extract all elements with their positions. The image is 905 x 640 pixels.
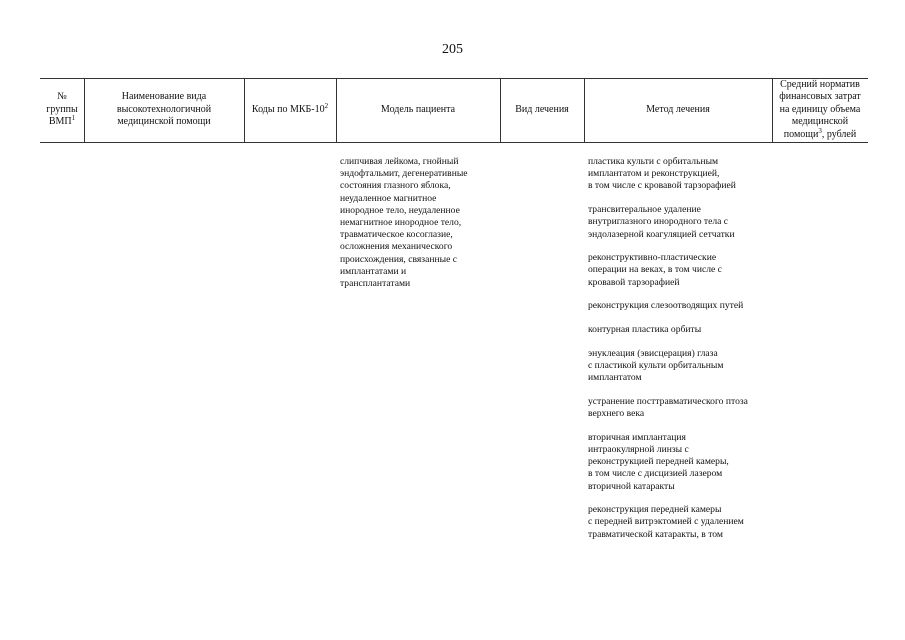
list-item: контурная пластика орбиты bbox=[588, 324, 702, 336]
list-item: пластика культи с орбитальным имплантатом и реконструкцией, в том числе с кровавой тарзорафией bbox=[588, 156, 736, 192]
header-group-number: № группы ВМП$^1$ bbox=[46, 91, 78, 128]
list-item: трансвитеральное удаление внутриглазного инородного тела с эндолазерной коагуляцией сетчатки bbox=[588, 204, 735, 240]
table-header-bottom-rule bbox=[40, 142, 868, 143]
text-line: трансплантатами bbox=[340, 278, 411, 290]
text-line: слипчивая лейкома, гнойный bbox=[340, 156, 459, 167]
header-icd-codes: Коды по МКБ-$10^2$ bbox=[251, 101, 329, 115]
list-item: реконструкция передней камеры с передней витрэктомией с удалением травматической катаракты, в том bbox=[588, 504, 744, 540]
text-line: эндофтальмит, дегенеративные bbox=[340, 168, 468, 180]
text-line: осложнения механического bbox=[340, 241, 453, 253]
text-line: происхождения, связанные с bbox=[340, 253, 457, 265]
text-line: имплантатами и bbox=[340, 265, 407, 277]
header-cost-norm: Средний норматив финансовых затрат на единицу объема медицинской помощи$^3$, рублей bbox=[779, 78, 861, 140]
text-line: инородное тело, неудаленное bbox=[340, 204, 460, 216]
text-line: состояния глазного яблока, bbox=[340, 180, 451, 192]
patient-model-cell bbox=[340, 156, 505, 290]
list-item: вторичная имплантация интраокулярной линзы с реконструкцией передней камеры, в том числе с дисцизией лазером вторичной катаракты bbox=[588, 431, 729, 492]
treatment-method-cell bbox=[588, 156, 788, 552]
list-item: энуклеация (эвисцерация) глаза с пластикой культи орбитальным имплантатом bbox=[588, 347, 724, 384]
header-patient-model: Модель пациента bbox=[380, 103, 456, 115]
header-care-type-name: Наименование вида высокотехнологичной медицинской помощи bbox=[116, 91, 212, 128]
list-item: реконструкция слезоотводящих путей bbox=[588, 300, 744, 312]
header-treatment-type: Вид лечения bbox=[515, 103, 569, 115]
header-treatment-method: Метод лечения bbox=[646, 103, 710, 115]
list-item: реконструктивно-пластические операции на веках, в том числе с кровавой тарзорафией bbox=[588, 252, 722, 288]
text-line: травматическое косоглазие, bbox=[340, 229, 453, 241]
text-line: неудаленное магнитное bbox=[340, 192, 437, 204]
text-line: немагнитное инородное тело, bbox=[340, 217, 462, 229]
list-item: устранение посттравматического птоза верхнего века bbox=[588, 395, 748, 420]
page-number: 205 bbox=[442, 42, 463, 57]
